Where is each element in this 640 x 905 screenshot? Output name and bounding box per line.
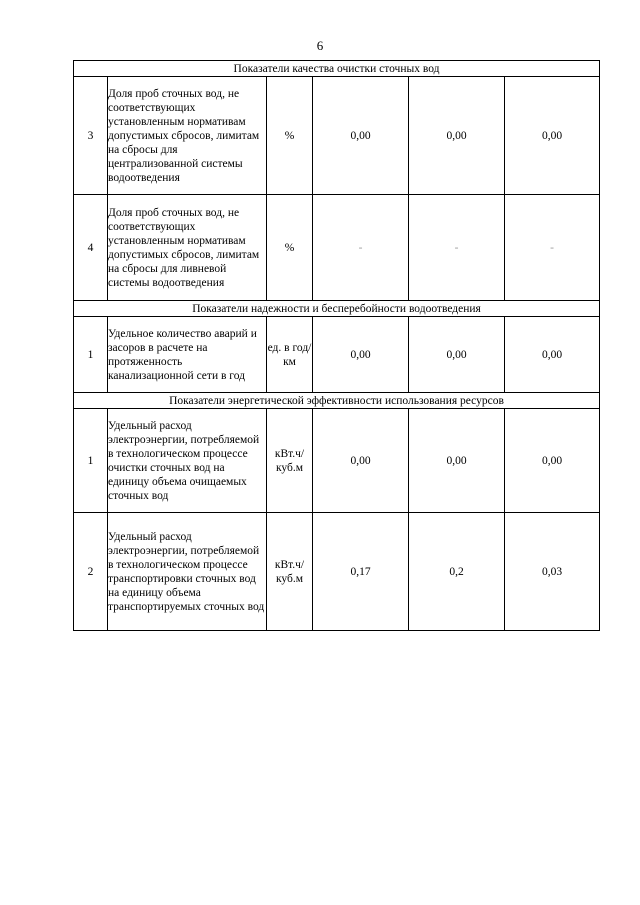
indicator-name: Доля проб сточных вод, не соответствующих установленным нормативам допустимых сбросов, лимитам на сбросы для централизованной системы водоотведения <box>108 77 267 195</box>
row-number: 4 <box>74 195 108 301</box>
row-number: 1 <box>74 409 108 513</box>
unit-cell: % <box>267 195 313 301</box>
unit-cell: ед. в год/ км <box>267 317 313 393</box>
value-cell: 0,00 <box>505 77 600 195</box>
value-cell: 0,00 <box>313 77 409 195</box>
value-cell: 0,00 <box>409 77 505 195</box>
indicator-name: Доля проб сточных вод, не соответствующих установленным нормативам допустимых сбросов, лимитам на сбросы для ливневой системы водоотведения <box>108 195 267 301</box>
section-title: Показатели энергетической эффективности использования ресурсов <box>74 393 600 409</box>
page-number: 6 <box>316 38 324 53</box>
table-row <box>74 317 600 393</box>
row-number: 2 <box>74 513 108 631</box>
value-cell: - <box>313 195 409 301</box>
value-cell: 0,00 <box>505 317 600 393</box>
row-number: 1 <box>74 317 108 393</box>
value-cell: 0,00 <box>505 409 600 513</box>
indicator-name: Удельное количество аварий и засоров в расчете на протяженность канализационной сети в год <box>108 317 267 393</box>
value-cell: - <box>505 195 600 301</box>
value-cell: 0,00 <box>313 409 409 513</box>
indicator-name: Удельный расход электроэнергии, потребляемой в технологическом процессе транспортировки сточных вод на единицу объема транспортируемых сточных вод <box>108 513 267 631</box>
value-cell: - <box>409 195 505 301</box>
section-title: Показатели надежности и бесперебойности водоотведения <box>74 301 600 317</box>
indicator-name: Удельный расход электроэнергии, потребляемой в технологическом процессе очистки сточных вод на единицу объема очищаемых сточных вод <box>108 409 267 513</box>
row-number: 3 <box>74 77 108 195</box>
unit-cell: % <box>267 77 313 195</box>
value-cell: 0,00 <box>409 409 505 513</box>
table-row <box>74 409 600 513</box>
value-cell: 0,03 <box>505 513 600 631</box>
value-cell: 0,00 <box>409 317 505 393</box>
value-cell: 0,17 <box>313 513 409 631</box>
section-header-row <box>74 393 600 409</box>
value-cell: 0,00 <box>313 317 409 393</box>
indicators-table <box>73 60 600 631</box>
unit-cell: кВт.ч/ куб.м <box>267 513 313 631</box>
table-row <box>74 195 600 301</box>
table-row <box>74 513 600 631</box>
section-header-row <box>74 61 600 77</box>
section-header-row <box>74 301 600 317</box>
unit-cell: кВт.ч/ куб.м <box>267 409 313 513</box>
section-title: Показатели качества очистки сточных вод <box>74 61 600 77</box>
table-row <box>74 77 600 195</box>
value-cell: 0,2 <box>409 513 505 631</box>
